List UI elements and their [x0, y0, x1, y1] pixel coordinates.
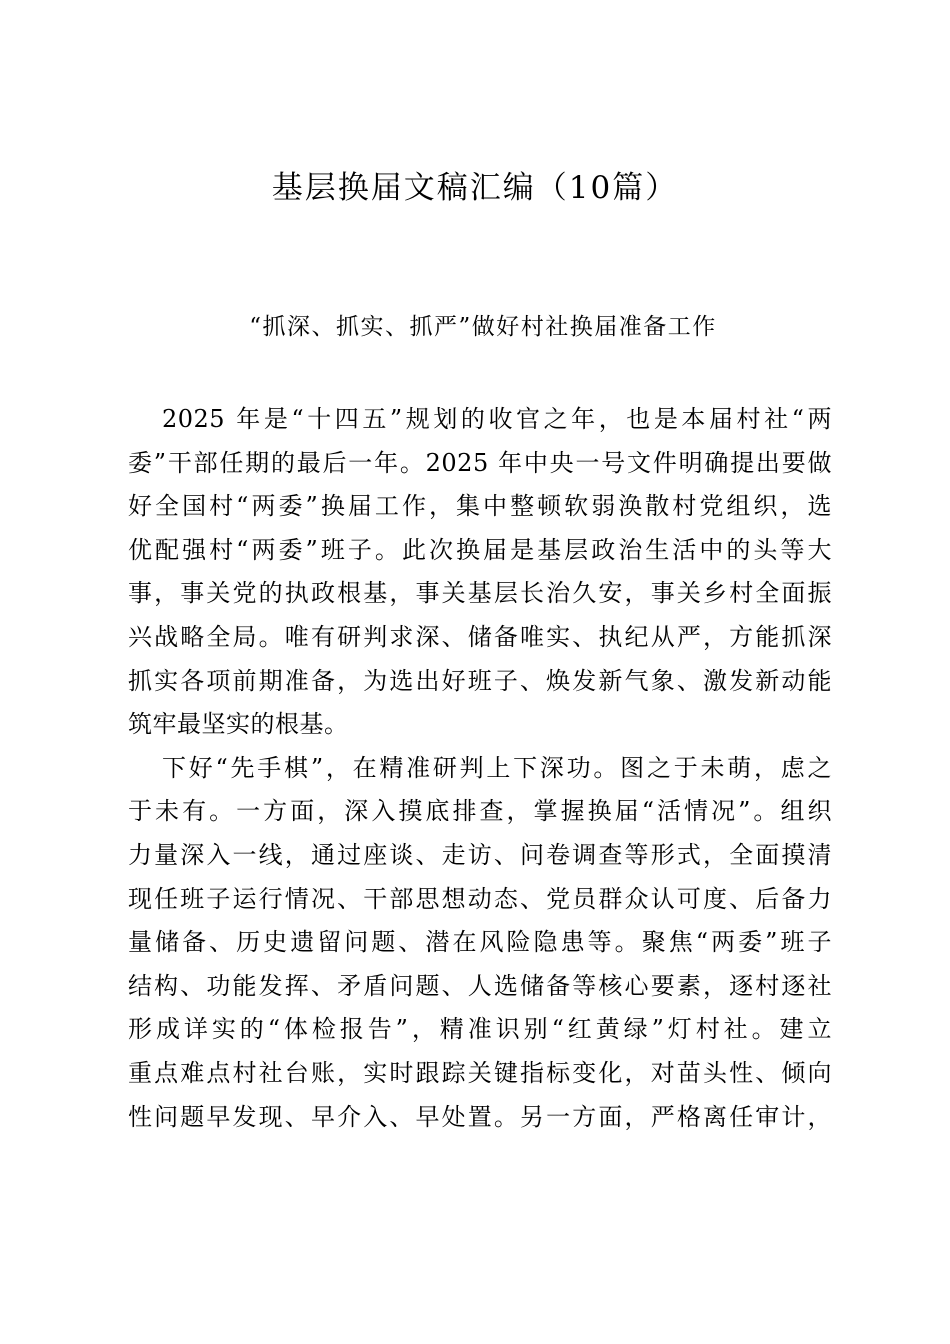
paragraph-line: 性问题早发现、早介入、早处置。另一方面，严格离任审计，	[128, 1102, 832, 1131]
paragraph-line: 于未有。一方面，深入摸底排查，掌握换届“活情况”。组织	[128, 797, 832, 826]
paragraph-line: 兴战略全局。唯有研判求深、储备唯实、执纪从严，方能抓深	[128, 622, 832, 651]
paragraph-line: 2025 年是“十四五”规划的收官之年，也是本届村社“两	[162, 405, 832, 433]
paragraph-line: 好全国村“两委”换届工作，集中整顿软弱涣散村党组织，选	[128, 492, 832, 521]
document-title: 基层换届文稿汇编（10篇）	[271, 170, 679, 206]
article-body	[128, 398, 832, 1139]
paragraph-line: 优配强村“两委”班子。此次换届是基层政治生活中的头等大	[128, 535, 832, 564]
paragraph-line: 抓实各项前期准备，为选出好班子、焕发新气象、激发新动能	[128, 666, 832, 695]
paragraph-line: 量储备、历史遗留问题、潜在风险隐患等。聚焦“两委”班子	[128, 928, 832, 957]
paragraph-line: 委”干部任期的最后一年。2025 年中央一号文件明确提出要做	[128, 448, 832, 477]
paragraph-line: 形成详实的“体检报告”，精准识别“红黄绿”灯村社。建立	[128, 1015, 832, 1044]
paragraph-line: 结构、功能发挥、矛盾问题、人选储备等核心要素，逐村逐社	[128, 971, 832, 1000]
paragraph-line: 现任班子运行情况、干部思想动态、党员群众认可度、后备力	[128, 884, 832, 913]
paragraph-line: 事，事关党的执政根基，事关基层长治久安，事关乡村全面振	[128, 579, 832, 608]
paragraph-line: 力量深入一线，通过座谈、走访、问卷调查等形式，全面摸清	[128, 840, 832, 869]
paragraph-line: 筑牢最坚实的根基。	[128, 710, 349, 739]
article-title: “抓深、抓实、抓严”做好村社换届准备工作	[249, 314, 717, 340]
paragraph-line: 重点难点村社台账，实时跟踪关键指标变化，对苗头性、倾向	[128, 1058, 832, 1087]
paragraph-2	[128, 747, 832, 1139]
paragraph-1	[128, 398, 832, 747]
paragraph-line: 下好“先手棋”，在精准研判上下深功。图之于未萌，虑之	[162, 753, 832, 782]
